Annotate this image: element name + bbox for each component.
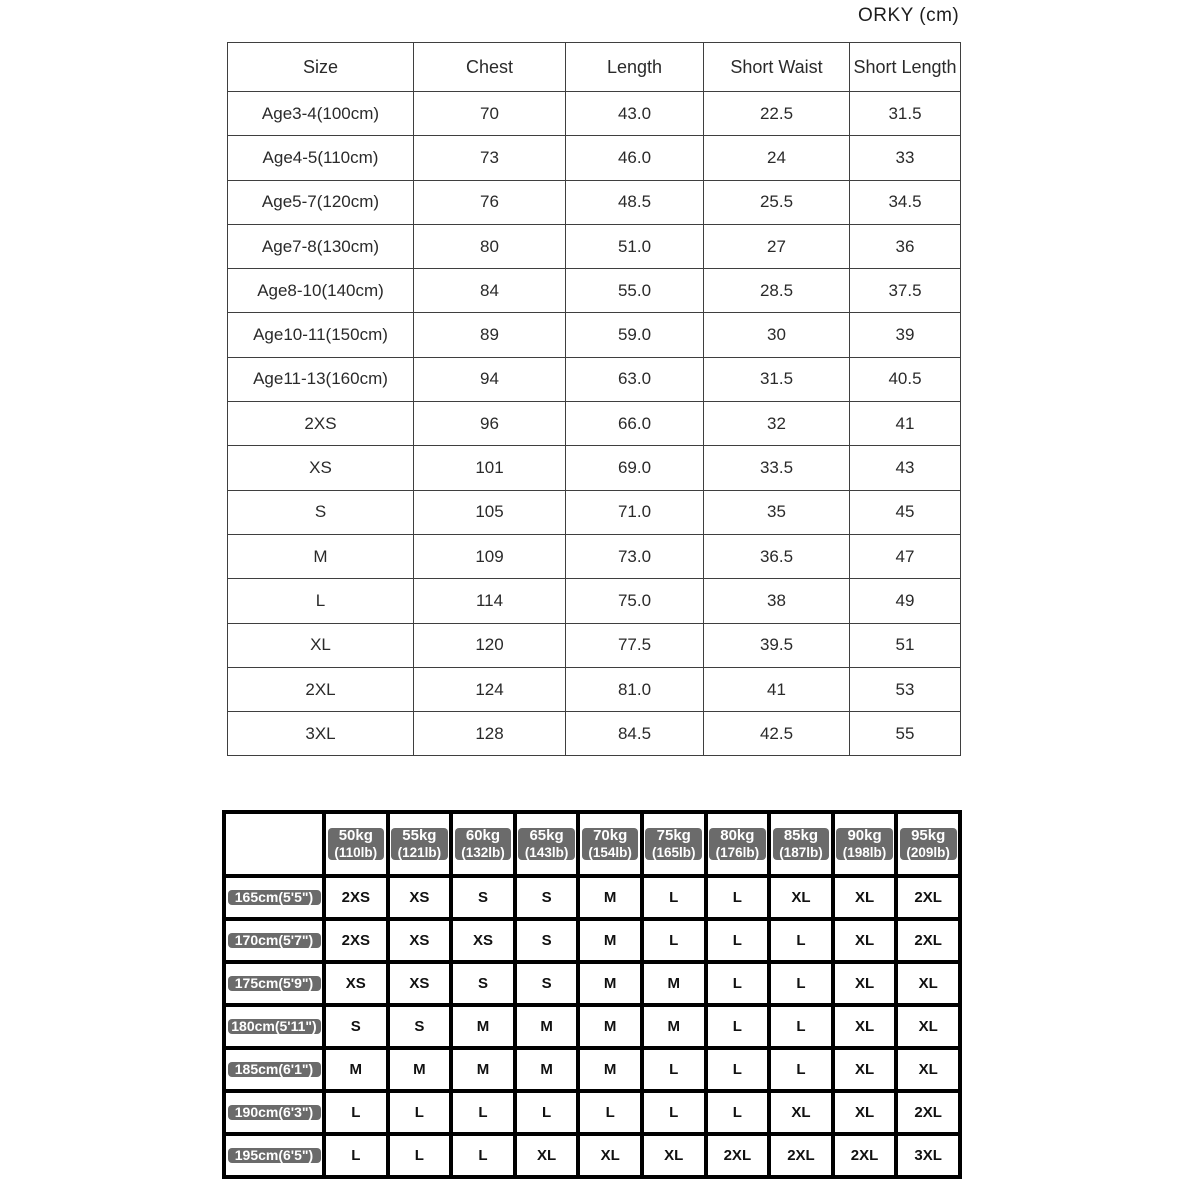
recommended-size-cell: M <box>578 1005 642 1048</box>
recommended-size-cell: L <box>706 1048 770 1091</box>
size-table-row <box>228 712 961 756</box>
recommended-size-cell: L <box>706 1005 770 1048</box>
recommended-size-cell: M <box>578 919 642 962</box>
weight-header-box <box>518 828 575 860</box>
weight-header-box <box>582 828 639 860</box>
measurement-cell: 30 <box>704 313 850 357</box>
weight-header-box <box>455 828 512 860</box>
measurement-cell: 49 <box>850 579 961 623</box>
recommended-size-cell: 3XL <box>896 1134 960 1177</box>
size-label-cell: Age10-11(150cm) <box>228 313 414 357</box>
height-row-header <box>224 962 324 1005</box>
measurement-cell: 40.5 <box>850 357 961 401</box>
recommended-size-cell: XL <box>642 1134 706 1177</box>
corner-weight-label: Weight <box>252 848 313 869</box>
recommended-size-cell: L <box>451 1134 515 1177</box>
size-label-cell: S <box>228 490 414 534</box>
measurement-cell: 35 <box>704 490 850 534</box>
height-row-header <box>224 1048 324 1091</box>
recommended-size-cell: L <box>324 1134 388 1177</box>
weight-kg-label: 75kg <box>656 827 691 845</box>
weight-lb-label: (143lb) <box>524 844 569 860</box>
weight-lb-label: (132lb) <box>461 844 505 860</box>
recommended-size-cell: L <box>642 1091 706 1134</box>
measurement-cell: 66.0 <box>566 402 704 446</box>
measurement-cell: 96 <box>414 402 566 446</box>
weight-header-cell <box>515 812 579 876</box>
measurement-cell: 36.5 <box>704 534 850 578</box>
recommended-size-cell: S <box>451 962 515 1005</box>
size-label-cell: Age4-5(110cm) <box>228 136 414 180</box>
weight-header-box <box>645 828 702 860</box>
recommended-size-cell: M <box>578 962 642 1005</box>
recommended-size-cell: L <box>324 1091 388 1134</box>
measurement-cell: 42.5 <box>704 712 850 756</box>
weight-header-cell <box>324 812 388 876</box>
recommended-size-cell: L <box>706 1091 770 1134</box>
recommended-size-cell: L <box>706 962 770 1005</box>
recommended-size-cell: L <box>769 962 833 1005</box>
height-row-header <box>224 1005 324 1048</box>
recommended-size-cell: XS <box>388 962 452 1005</box>
measurement-cell: 81.0 <box>566 667 704 711</box>
height-label-box: 180cm(5'11") <box>228 1019 321 1035</box>
measurement-cell: 37.5 <box>850 269 961 313</box>
measurement-cell: 51.0 <box>566 224 704 268</box>
weight-header-box <box>773 828 830 860</box>
measurement-cell: 48.5 <box>566 180 704 224</box>
weight-header-cell <box>769 812 833 876</box>
recommended-size-cell: XL <box>896 962 960 1005</box>
height-label-box: 185cm(6'1") <box>228 1062 321 1078</box>
recommended-size-cell: 2XL <box>896 876 960 919</box>
fit-table-row <box>224 876 960 919</box>
recommended-size-cell: L <box>451 1091 515 1134</box>
recommended-size-cell: S <box>324 1005 388 1048</box>
size-table-row <box>228 402 961 446</box>
unit-label: ORKY (cm) <box>858 5 960 26</box>
weight-kg-label: 50kg <box>338 827 373 845</box>
weight-header-box <box>328 828 385 860</box>
measurement-cell: 128 <box>414 712 566 756</box>
size-table-row <box>228 667 961 711</box>
recommended-size-cell: S <box>515 876 579 919</box>
measurement-cell: 32 <box>704 402 850 446</box>
recommended-size-cell: XL <box>896 1048 960 1091</box>
size-label-cell: Age8-10(140cm) <box>228 269 414 313</box>
measurement-cell: 89 <box>414 313 566 357</box>
weight-header-cell <box>388 812 452 876</box>
size-table-row <box>228 579 961 623</box>
height-label-box: 195cm(6'5") <box>228 1148 321 1164</box>
recommended-size-cell: M <box>324 1048 388 1091</box>
height-weight-table <box>222 810 962 1179</box>
size-table-row <box>228 490 961 534</box>
measurement-cell: 25.5 <box>704 180 850 224</box>
height-weight-corner-cell <box>224 812 324 876</box>
height-label-box: 190cm(6'3") <box>228 1105 321 1121</box>
corner-height-label: Height <box>234 819 291 840</box>
size-table-row <box>228 180 961 224</box>
size-table-row <box>228 623 961 667</box>
measurement-cell: 45 <box>850 490 961 534</box>
size-table-column-header: Short Waist <box>704 43 850 92</box>
recommended-size-cell: L <box>706 919 770 962</box>
recommended-size-cell: S <box>388 1005 452 1048</box>
size-table-column-header: Chest <box>414 43 566 92</box>
measurement-cell: 31.5 <box>850 92 961 136</box>
weight-header-box <box>391 828 448 860</box>
measurement-cell: 24 <box>704 136 850 180</box>
recommended-size-cell: L <box>642 919 706 962</box>
measurement-cell: 75.0 <box>566 579 704 623</box>
weight-lb-label: (209lb) <box>906 844 950 860</box>
size-table-column-header: Short Length <box>850 43 961 92</box>
size-table-row <box>228 446 961 490</box>
weight-lb-label: (121lb) <box>397 844 442 860</box>
recommended-size-cell: 2XL <box>769 1134 833 1177</box>
measurement-cell: 41 <box>704 667 850 711</box>
weight-header-box <box>900 828 957 860</box>
recommended-size-cell: 2XS <box>324 876 388 919</box>
measurement-cell: 105 <box>414 490 566 534</box>
measurement-cell: 77.5 <box>566 623 704 667</box>
weight-kg-label: 70kg <box>593 827 628 845</box>
weight-kg-label: 80kg <box>720 827 755 845</box>
measurement-cell: 46.0 <box>566 136 704 180</box>
measurement-cell: 41 <box>850 402 961 446</box>
weight-lb-label: (165lb) <box>652 844 696 860</box>
recommended-size-cell: M <box>515 1048 579 1091</box>
size-table-row <box>228 313 961 357</box>
recommended-size-cell: M <box>388 1048 452 1091</box>
recommended-size-cell: 2XL <box>896 919 960 962</box>
measurement-cell: 34.5 <box>850 180 961 224</box>
size-table-row <box>228 357 961 401</box>
recommended-size-cell: M <box>451 1005 515 1048</box>
fit-table-row <box>224 1091 960 1134</box>
size-table-column-header: Length <box>566 43 704 92</box>
measurement-cell: 51 <box>850 623 961 667</box>
recommended-size-cell: XL <box>769 876 833 919</box>
recommended-size-cell: L <box>642 1048 706 1091</box>
weight-header-cell <box>451 812 515 876</box>
size-label-cell: Age7-8(130cm) <box>228 224 414 268</box>
recommended-size-cell: XS <box>451 919 515 962</box>
recommended-size-cell: S <box>451 876 515 919</box>
recommended-size-cell: L <box>388 1134 452 1177</box>
height-label-box: 175cm(5'9") <box>228 976 321 992</box>
size-table-header-row <box>228 43 961 92</box>
recommended-size-cell: 2XL <box>833 1134 897 1177</box>
recommended-size-cell: S <box>515 962 579 1005</box>
weight-header-cell <box>833 812 897 876</box>
recommended-size-cell: XL <box>833 1005 897 1048</box>
height-row-header <box>224 1134 324 1177</box>
measurement-cell: 22.5 <box>704 92 850 136</box>
recommended-size-cell: XL <box>833 919 897 962</box>
fit-table-row <box>224 962 960 1005</box>
measurement-cell: 31.5 <box>704 357 850 401</box>
measurement-cell: 59.0 <box>566 313 704 357</box>
weight-kg-label: 95kg <box>911 827 946 845</box>
recommended-size-cell: M <box>451 1048 515 1091</box>
fit-table-header-row <box>224 812 960 876</box>
measurement-cell: 76 <box>414 180 566 224</box>
weight-kg-label: 65kg <box>529 827 564 845</box>
measurement-cell: 55.0 <box>566 269 704 313</box>
recommended-size-cell: S <box>515 919 579 962</box>
recommended-size-cell: XL <box>833 1048 897 1091</box>
weight-lb-label: (154lb) <box>588 844 632 860</box>
size-label-cell: Age11-13(160cm) <box>228 357 414 401</box>
measurement-cell: 39.5 <box>704 623 850 667</box>
weight-header-cell <box>896 812 960 876</box>
size-label-cell: 2XS <box>228 402 414 446</box>
measurement-cell: 47 <box>850 534 961 578</box>
recommended-size-cell: M <box>515 1005 579 1048</box>
weight-header-box <box>709 828 766 860</box>
weight-lb-label: (187lb) <box>779 844 823 860</box>
size-label-cell: 2XL <box>228 667 414 711</box>
measurement-cell: 73.0 <box>566 534 704 578</box>
measurement-cell: 43.0 <box>566 92 704 136</box>
recommended-size-cell: 2XL <box>706 1134 770 1177</box>
recommended-size-cell: L <box>706 876 770 919</box>
recommended-size-cell: M <box>578 876 642 919</box>
measurement-cell: 36 <box>850 224 961 268</box>
measurement-cell: 109 <box>414 534 566 578</box>
measurement-cell: 124 <box>414 667 566 711</box>
weight-kg-label: 85kg <box>783 827 819 845</box>
measurement-cell: 38 <box>704 579 850 623</box>
measurement-cell: 69.0 <box>566 446 704 490</box>
measurement-cell: 80 <box>414 224 566 268</box>
measurement-cell: 39 <box>850 313 961 357</box>
height-row-header <box>224 1091 324 1134</box>
recommended-size-cell: XL <box>578 1134 642 1177</box>
weight-kg-label: 60kg <box>465 827 501 845</box>
fit-table-row <box>224 1005 960 1048</box>
measurement-cell: 114 <box>414 579 566 623</box>
size-label-cell: 3XL <box>228 712 414 756</box>
recommended-size-cell: XL <box>896 1005 960 1048</box>
recommended-size-cell: XS <box>324 962 388 1005</box>
size-table <box>227 42 961 756</box>
recommended-size-cell: L <box>388 1091 452 1134</box>
weight-lb-label: (198lb) <box>842 844 887 860</box>
recommended-size-cell: L <box>578 1091 642 1134</box>
recommended-size-cell: XS <box>388 876 452 919</box>
recommended-size-cell: XL <box>833 876 897 919</box>
measurement-cell: 33.5 <box>704 446 850 490</box>
recommended-size-cell: M <box>642 1005 706 1048</box>
size-label-cell: Age5-7(120cm) <box>228 180 414 224</box>
measurement-cell: 84 <box>414 269 566 313</box>
size-table-row <box>228 269 961 313</box>
fit-table-row <box>224 1134 960 1177</box>
height-row-header <box>224 876 324 919</box>
size-table-row <box>228 136 961 180</box>
measurement-cell: 28.5 <box>704 269 850 313</box>
height-label-box: 165cm(5'5") <box>228 890 321 906</box>
weight-kg-label: 55kg <box>402 827 437 845</box>
size-label-cell: XL <box>228 623 414 667</box>
recommended-size-cell: M <box>642 962 706 1005</box>
measurement-cell: 53 <box>850 667 961 711</box>
measurement-cell: 43 <box>850 446 961 490</box>
weight-kg-label: 90kg <box>847 827 882 845</box>
measurement-cell: 101 <box>414 446 566 490</box>
size-label-cell: XS <box>228 446 414 490</box>
measurement-cell: 27 <box>704 224 850 268</box>
measurement-cell: 71.0 <box>566 490 704 534</box>
size-table-row <box>228 224 961 268</box>
recommended-size-cell: XS <box>388 919 452 962</box>
measurement-cell: 73 <box>414 136 566 180</box>
recommended-size-cell: 2XL <box>896 1091 960 1134</box>
recommended-size-cell: L <box>515 1091 579 1134</box>
size-label-cell: L <box>228 579 414 623</box>
recommended-size-cell: M <box>578 1048 642 1091</box>
size-table-row <box>228 92 961 136</box>
weight-header-cell <box>642 812 706 876</box>
measurement-cell: 70 <box>414 92 566 136</box>
height-label-box: 170cm(5'7") <box>228 933 321 949</box>
fit-table-row <box>224 919 960 962</box>
size-label-cell: M <box>228 534 414 578</box>
weight-header-cell <box>706 812 770 876</box>
weight-lb-label: (110lb) <box>334 844 378 860</box>
size-table-column-header: Size <box>228 43 414 92</box>
measurement-cell: 94 <box>414 357 566 401</box>
recommended-size-cell: L <box>769 1005 833 1048</box>
fit-table-row <box>224 1048 960 1091</box>
weight-lb-label: (176lb) <box>715 844 760 860</box>
recommended-size-cell: XL <box>769 1091 833 1134</box>
recommended-size-cell: XL <box>833 1091 897 1134</box>
measurement-cell: 63.0 <box>566 357 704 401</box>
recommended-size-cell: L <box>769 919 833 962</box>
measurement-cell: 84.5 <box>566 712 704 756</box>
recommended-size-cell: XL <box>515 1134 579 1177</box>
measurement-cell: 33 <box>850 136 961 180</box>
weight-header-cell <box>578 812 642 876</box>
weight-header-box <box>836 828 893 860</box>
measurement-cell: 55 <box>850 712 961 756</box>
size-table-row <box>228 534 961 578</box>
measurement-cell: 120 <box>414 623 566 667</box>
recommended-size-cell: L <box>642 876 706 919</box>
height-row-header <box>224 919 324 962</box>
size-label-cell: Age3-4(100cm) <box>228 92 414 136</box>
recommended-size-cell: XL <box>833 962 897 1005</box>
recommended-size-cell: L <box>769 1048 833 1091</box>
recommended-size-cell: 2XS <box>324 919 388 962</box>
